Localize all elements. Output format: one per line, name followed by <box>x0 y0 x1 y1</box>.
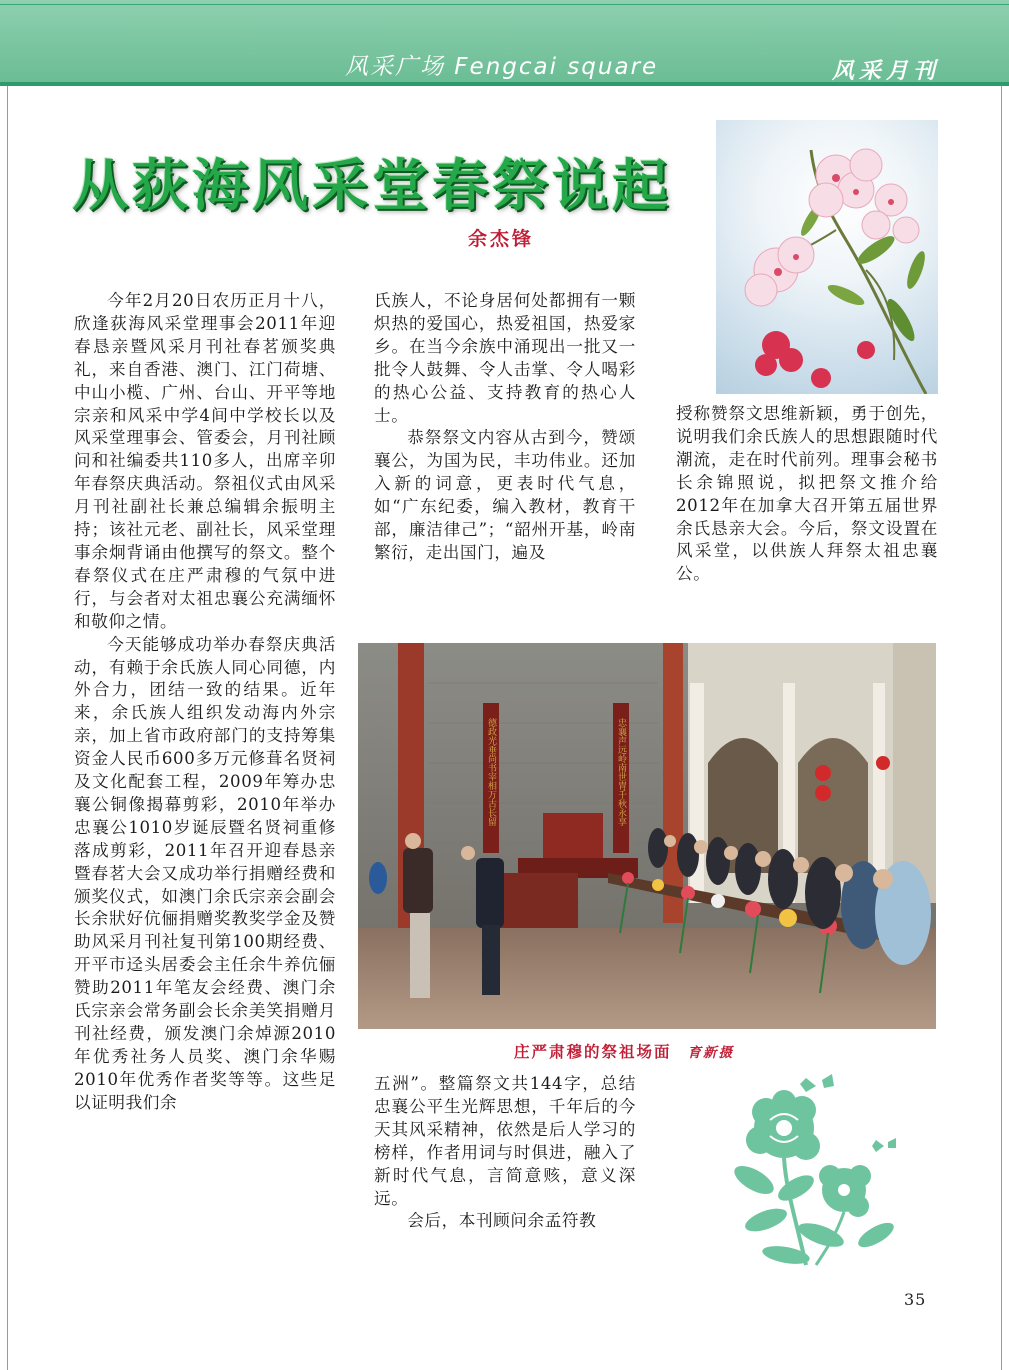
header-top-rule <box>0 4 1009 5</box>
header-band <box>0 0 1009 86</box>
section-title: 风采广场 Fengcai square <box>345 54 659 80</box>
peach-blossom-illustration <box>716 120 938 394</box>
scroll-right-text: 忠襄声远岭南世胄千秋永享 <box>616 718 626 826</box>
paragraph: 今天能够成功举办春祭庆典活动，有赖于余氏族人同心同德，内外合力，团结一致的结果。近年来，余氏族人组织发动海内外宗亲，加上省市政府部门的支持筹集资金人民币600多万元修葺名贤祠及文化配套工程，2009年筹办忠襄公铜像揭幕剪彩，2010年举办忠襄公1010岁诞辰暨名贤祠重修落成剪彩，2011年召开迎春恳亲暨春茗大会又成功举行捐赠经费和颁奖仪式，如澳门余氏宗亲会副会长余狀好伉俪捐赠奖教奖学金及赞助风采月刊社复刊第100期经费、开平市迳头居委会主任余牛养伉俪赞助2011年笔友会经费、澳门余氏宗亲会常务副会长余美笑捐赠月刊社经费，颁发澳门余焯源2010年优秀社务人员奖、澳门余华赐2010年优秀作者奖等等。这些足以证明我们余 <box>74 634 336 1112</box>
paragraph: 今年2月20日农历正月十八，欣逢荻海风采堂理事会2011年迎春恳亲暨风采月刊社春茗颁奖典礼，来自香港、澳门、江门荷塘、中山小榄、广州、台山、开平等地宗亲和风采中学4间中学校长以及风采堂理事会、管委会，月刊社顾问和社编委共110多人，出席辛卯年春祭庆典活动。祭祖仪式由风采月刊社副社长兼总编辑余振明主持；该社元老、副社长，风采堂理事余炯背诵由他撰写的祭文。整个春祭仪式在庄严肃穆的气氛中进行，与会者对太祖忠襄公充满缅怀和敬仰之情。 <box>74 291 336 631</box>
text-column-1 <box>74 290 336 1115</box>
article-title: 从荻海风采堂春祭说起 <box>72 154 672 219</box>
photo-credit: 育新摄 <box>687 1045 735 1061</box>
page-number: 35 <box>904 1290 927 1309</box>
papercut-peony-decoration <box>726 1070 912 1270</box>
left-margin-rule <box>7 86 8 1370</box>
text-column-2-top <box>374 290 636 565</box>
text-column-3 <box>676 403 938 586</box>
paragraph: 氏族人，不论身居何处都拥有一颗炽热的爱国心，热爱祖国，热爱家乡。在当今余族中涌现出一批又一批令人鼓舞、令人击掌、令人喝彩的热心公益、支持教育的热心人士。 <box>374 291 636 425</box>
ancestral-hall-scene <box>358 643 936 1029</box>
caption-text: 庄严肃穆的祭祖场面 <box>514 1043 672 1061</box>
text-column-2-bottom <box>374 1073 636 1233</box>
paragraph: 五洲”。整篇祭文共144字，总结忠襄公平生光辉思想，千年后的今天其风采精神，依然是后人学习的榜样，作者用词与时俱进，融入了新时代气息，言简意赅，意义深远。 <box>374 1074 636 1208</box>
peach-blossom-photo <box>716 120 938 394</box>
peony-butterfly-icon <box>726 1070 912 1270</box>
magazine-name: 风采月刊 <box>832 59 941 84</box>
paragraph: 授称赞祭文思维新颖，勇于创先，说明我们余氏族人的思想跟随时代潮流，走在时代前列。理事会秘书长余锦照说，拟把祭文推介给2012年在加拿大召开第五届世界余氏恳亲大会。今后，祭文设置在风采堂，以供族人拜祭太祖忠襄公。 <box>676 404 938 584</box>
photo-caption <box>514 1040 734 1062</box>
article-author: 余杰锋 <box>468 228 535 250</box>
right-margin-rule <box>1001 86 1002 1370</box>
scroll-left-text: 德政光垂尚书宰相万古长留 <box>486 718 496 826</box>
paragraph: 恭祭祭文内容从古到今，赞颂襄公，为国为民，丰功伟业。还加入新的词意，更表时代气息，如“广东纪委，编入教材，教育干部，廉洁律己”；“韶州开基，岭南繁衍，走出国门，遍及 <box>374 428 636 562</box>
ceremony-photo <box>358 643 936 1029</box>
paragraph: 会后，本刊顾问余孟符教 <box>407 1211 597 1231</box>
